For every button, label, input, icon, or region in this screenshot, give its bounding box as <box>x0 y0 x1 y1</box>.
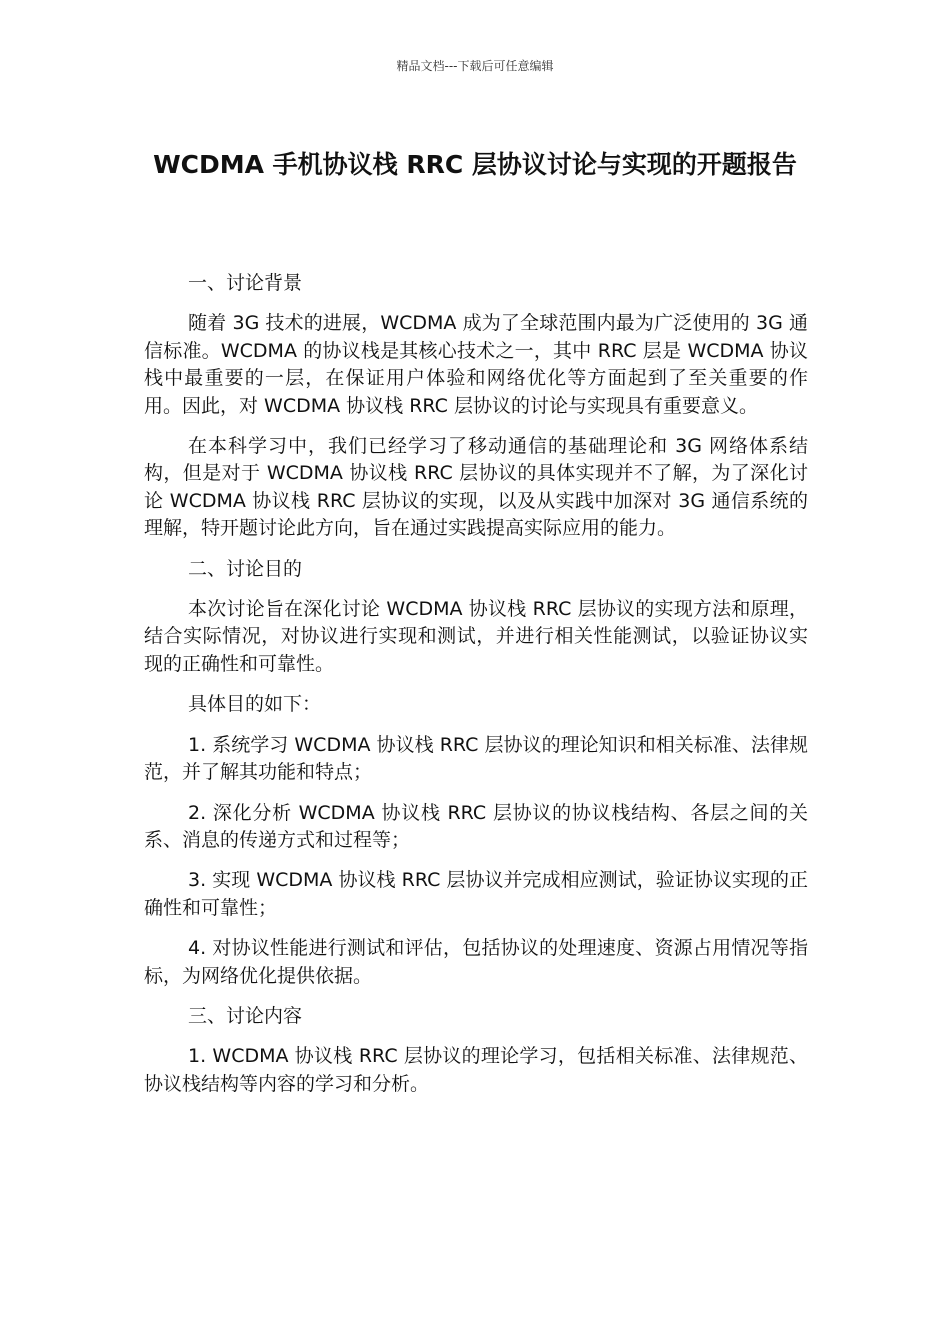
purpose-list-item-4: 4. 对协议性能进行测试和评估，包括协议的处理速度、资源占用情况等指标，为网络优化提供依据。 <box>144 937 808 987</box>
section-heading-content: 三、讨论内容 <box>188 1004 303 1027</box>
paragraph-purpose-2: 具体目的如下： <box>188 693 322 716</box>
section-heading-background: 一、讨论背景 <box>188 272 303 294</box>
purpose-list-item-2: 2. 深化分析 WCDMA 协议栈 RRC 层协议的协议栈结构、各层之间的关系、消息的传递方式和过程等； <box>144 801 808 851</box>
section-heading-purpose: 二、讨论目的 <box>188 557 303 580</box>
paragraph-background-2: 在本科学习中，我们已经学习了移动通信的基础理论和 3G 网络体系结构，但是对于 WCDMA 协议栈 RRC 层协议的具体实现并不了解，为了深化讨论 WCDMA 协议栈 RRC 层协议的实现，以及从实践中加深对 3G 通信系统的理解，特开题讨论此方向，旨在通过实践提高实际应用的能力。 <box>144 435 808 540</box>
paragraph-purpose-1: 本次讨论旨在深化讨论 WCDMA 协议栈 RRC 层协议的实现方法和原理，结合实际情况，对协议进行实现和测试，并进行相关性能测试，以验证协议实现的正确性和可靠性。 <box>144 598 808 675</box>
purpose-list-item-1: 1. 系统学习 WCDMA 协议栈 RRC 层协议的理论知识和相关标准、法律规范，并了解其功能和特点； <box>144 733 808 784</box>
purpose-list-item-3: 3. 实现 WCDMA 协议栈 RRC 层协议并完成相应测试，验证协议实现的正确性和可靠性； <box>144 869 808 919</box>
document-body <box>144 270 808 1111</box>
document-title: WCDMA 手机协议栈 RRC 层协议讨论与实现的开题报告 <box>153 150 797 179</box>
header-note: 精品文档---下载后可任意编辑 <box>396 59 554 73</box>
content-list-item-1: 1. WCDMA 协议栈 RRC 层协议的理论学习，包括相关标准、法律规范、协议栈结构等内容的学习和分析。 <box>144 1045 808 1095</box>
paragraph-background-1: 随着 3G 技术的进展，WCDMA 成为了全球范围内最为广泛使用的 3G 通信标准。WCDMA 的协议栈是其核心技术之一，其中 RRC 层是 WCDMA 协议栈中最重要的一层，在保证用户体验和网络优化等方面起到了至关重要的作用。因此，对 WCDMA 协议栈 RRC 层协议的讨论与实现具有重要意义。 <box>144 312 808 417</box>
